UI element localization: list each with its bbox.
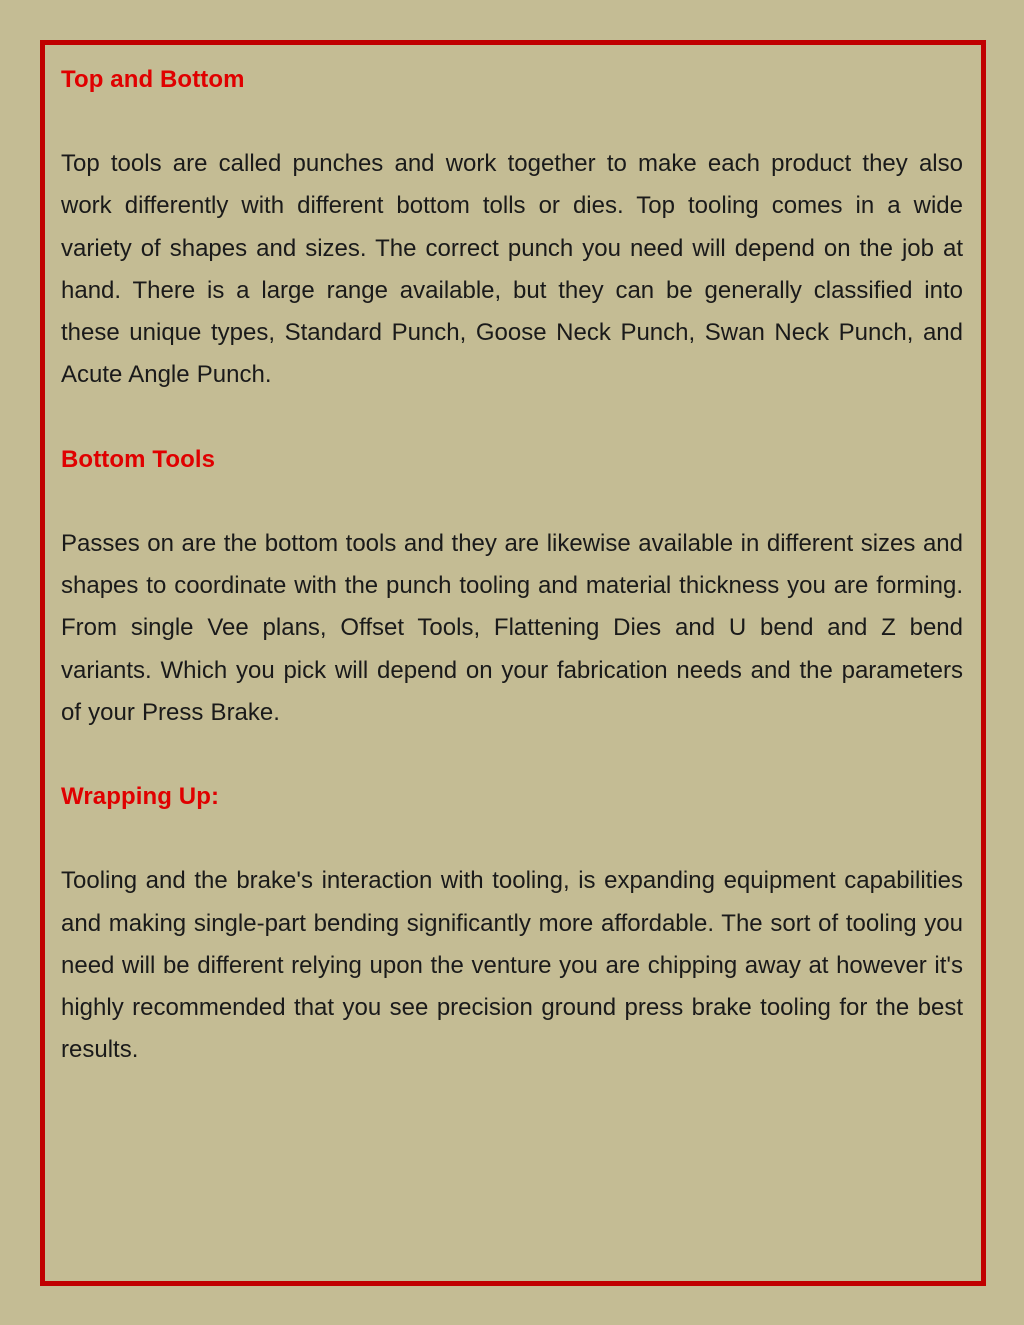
- section-paragraph: Top tools are called punches and work together to make each product they also work differently with different bottom tolls or dies. Top tooling comes in a wide variety of shapes and sizes. The correct punch you need will depend on the job at hand. There is a large range available, but they can be generally classified into these unique types, Standard Punch, Goose Neck Punch, Swan Neck Punch, and Acute Angle Punch.: [61, 150, 963, 389]
- section-top-and-bottom: [61, 59, 963, 397]
- section-heading: Wrapping Up:: [61, 783, 220, 811]
- section-paragraph: Tooling and the brake's interaction with tooling, is expanding equipment capabilities and making single-part bending significantly more affordable. The sort of tooling you need will be different relying upon the venture you are chipping away at however it's highly recommended that you see precision ground press brake tooling for the best results.: [61, 867, 963, 1064]
- section-bottom-tools: [61, 439, 963, 734]
- document-content: [61, 59, 963, 1114]
- section-wrapping-up: [61, 776, 963, 1071]
- section-paragraph: Passes on are the bottom tools and they are likewise available in different sizes and shapes to coordinate with the punch tooling and material thickness you are forming. From single Vee plans, Offset Tools, Flattening Dies and U bend and Z bend variants. Which you pick will depend on your fabrication needs and the parameters of your Press Brake.: [61, 529, 963, 726]
- section-heading: Bottom Tools: [61, 445, 216, 473]
- section-heading: Top and Bottom: [61, 66, 245, 93]
